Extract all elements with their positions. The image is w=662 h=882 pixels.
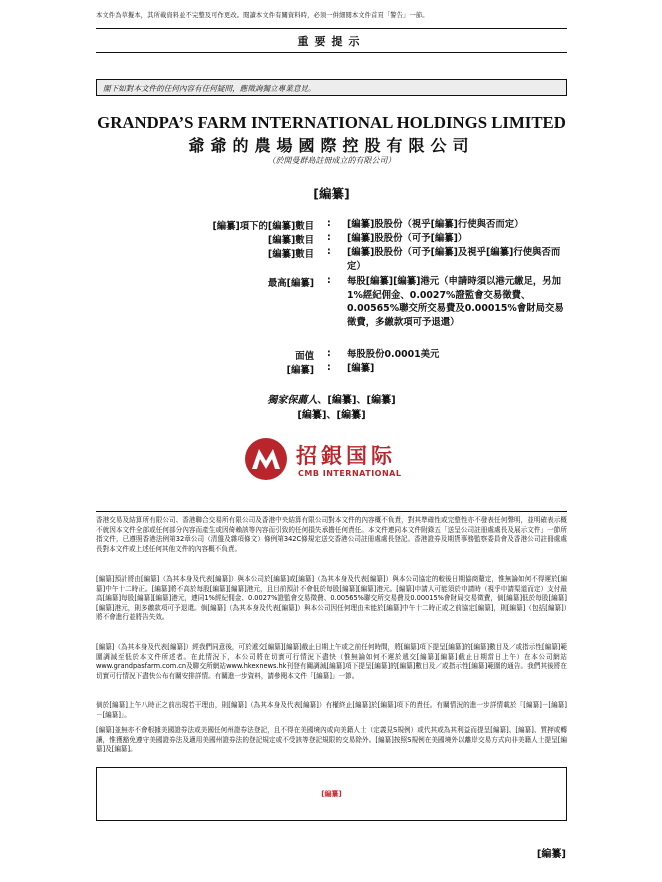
us-securities-paragraph: [編纂]並無亦不會根據美國證券法或美國任何州證券法登記，且不得在美國境內或向美籍人士（定義見S規例）或代其或為其利益而提呈[編纂]、[編纂]、質押或轉讓，惟獲豁免遵守美國證券法及適用美國州證券法的登記規定或不受該等登記規限的交易除外。[編纂]按照S規例在美國境外以離岸交易方式向非美籍人士提呈[編纂]及[編纂]。 — [96, 726, 567, 754]
colon: : — [327, 348, 331, 359]
sole-sponsor-label: 獨家保薦人 — [267, 395, 318, 406]
company-name-cn: 爺爺的農場國際控股有限公司 — [188, 136, 475, 155]
section-rule — [96, 511, 567, 512]
logo-english-text: CMB INTERNATIONAL — [298, 469, 402, 478]
offer-term-label: [編纂]項下的[編纂]數目 — [212, 221, 314, 232]
offer-term-label: [編纂]數目 — [267, 235, 314, 246]
logo-chinese-text: 招銀国际 — [296, 444, 396, 468]
cmb-international-logo — [244, 437, 424, 481]
offer-term-label: 最高[編纂] — [267, 278, 314, 289]
offer-term-value: 每股[編纂][編纂]港元（申請時須以港元繳足，另加1%經紀佣金、0.0027%證監會交易徵費、0.00565%聯交所交易費及0.00015%會財局交易徵費，多繳款項可予退還） — [347, 276, 564, 328]
heading-rule — [96, 52, 567, 53]
advice-box: 閣下如對本文件的任何內容有任何疑問，應徵詢獨立專業意見。 — [96, 79, 567, 96]
offer-term-label: [編纂] — [286, 365, 314, 376]
redacted-heading: [編纂] — [313, 186, 350, 201]
top-rule — [96, 28, 567, 29]
draft-warning-note: 本文件為草擬本，其所載資料並不完整及可作更改。閱讀本文件有關資料時，必須一併細閱本文件首頁「警告」一節。 — [96, 12, 429, 19]
pricing-paragraph: [編纂]預計將由[編纂]（為其本身及代表[編纂]）與本公司於[編纂]或[編纂]（為其本身及代表[編纂]）與本公司協定的較後日期協商釐定，惟無論如何不得遲於[編纂]中午十二時正。[編纂]將不高於每股[編纂][編纂]港元，且目前預計不會低於每股[編纂][編纂]港元。[編纂]申請人可能須於申請時（視乎申請渠道而定）支付最高[編纂]每股[編纂][編纂]港元，連同1%經紀佣金、0.0027%證監會交易徵費、0.00565%聯交所交易費及0.00015%會財局交易徵費，倘[編纂]低於每股[編纂][編纂]港元，則多繳款項可予退還。倘[編纂]（為其本身及代表[編纂]）與本公司因任何理由未能於[編纂]中午十二時正或之前協定[編纂]，則[編纂]（包括[編纂]）將不會進行並將告失效。 — [96, 575, 567, 622]
offer-term-value: [編纂] — [347, 363, 375, 374]
reduction-paragraph: [編纂]（為其本身及代表[編纂]）經我們同意後，可於遞交[編纂][編纂]截止日期上午或之前任何時間，將[編纂]項下提呈[編纂]的[編纂]數目及／或指示性[編纂]範圍調減至低於本文件所述者。在此情況下，本公司將在切實可行情況下盡快（惟無論如何不遲於遞交[編纂][編纂]截止日期當日上午）在本公司網站www.grandpasfarm.com.cn及聯交所網站www.hkexnews.hk刊登有關調減[編纂]項下提呈[編纂]的[編纂]數目及／或指示性[編纂]範圍的通告。我們其後將在切實可行情況下盡快公布有關安排詳情。有關進一步資料，請參閱本文件「[編纂]」一節。 — [96, 643, 567, 680]
offer-term-value: 每股股份0.0001美元 — [347, 349, 440, 360]
offer-term-value: [編纂]股股份（可予[編纂]） — [347, 233, 468, 244]
sponsor-names: 、[編纂]、[編纂] — [317, 395, 396, 406]
sponsor-block — [96, 393, 567, 423]
colon: : — [327, 275, 331, 286]
offer-term-value: [編纂]股股份（視乎[編纂]行使與否而定） — [347, 219, 524, 230]
company-name-en: GRANDPA’S FARM INTERNATIONAL HOLDINGS LIMITED — [97, 113, 566, 132]
colon: : — [327, 246, 331, 257]
disclaimer-paragraph: 香港交易及結算所有限公司、香港聯合交易所有限公司及香港中央結算有限公司對本文件的內容概不負責，對其準確性或完整性亦不發表任何聲明，並明確表示概不就因本文件全部或任何部分內容而產生或因倚賴該等內容而引致的任何損失承擔任何責任。本文件連同本文件附錄五「送呈公司註冊處處長及展示文件」一節所指文件，已遵照香港法例第32章公司（清盤及雜項條文）條例第342C條規定送交香港公司註冊處處長登記。香港證券及期貨事務監察委員會及香港公司註冊處處長對本文件或上述任何其他文件的內容概不負責。 — [96, 516, 567, 553]
redacted-box — [96, 767, 567, 821]
colon: : — [327, 218, 331, 229]
termination-paragraph: 倘於[編纂]上午八時正之前出現若干理由，則[編纂]（為其本身及代表[編纂]）有權終止[編纂]於[編纂]項下的責任。有關情況的進一步詳情載於「[編纂]－[編纂]－[編纂]」。 — [96, 701, 567, 719]
sponsor-line — [96, 393, 567, 408]
offer-term-value: [編纂]股股份（可予[編纂]及視乎[編纂]行使與否而定） — [347, 247, 561, 272]
page-footer: [編纂] — [536, 849, 566, 860]
offer-term-label: [編纂]數目 — [267, 249, 314, 260]
important-heading: 重要提示 — [297, 35, 366, 48]
colon: : — [327, 362, 331, 373]
redacted-box-text: [編纂] — [321, 790, 342, 798]
offer-term-label: 面值 — [295, 351, 314, 362]
sponsor-line: [編纂]、[編纂] — [297, 410, 366, 421]
incorporation-note: （於開曼群島註冊成立的有限公司） — [267, 156, 396, 165]
cmb-international-logo-icon — [244, 437, 288, 481]
colon: : — [327, 232, 331, 243]
